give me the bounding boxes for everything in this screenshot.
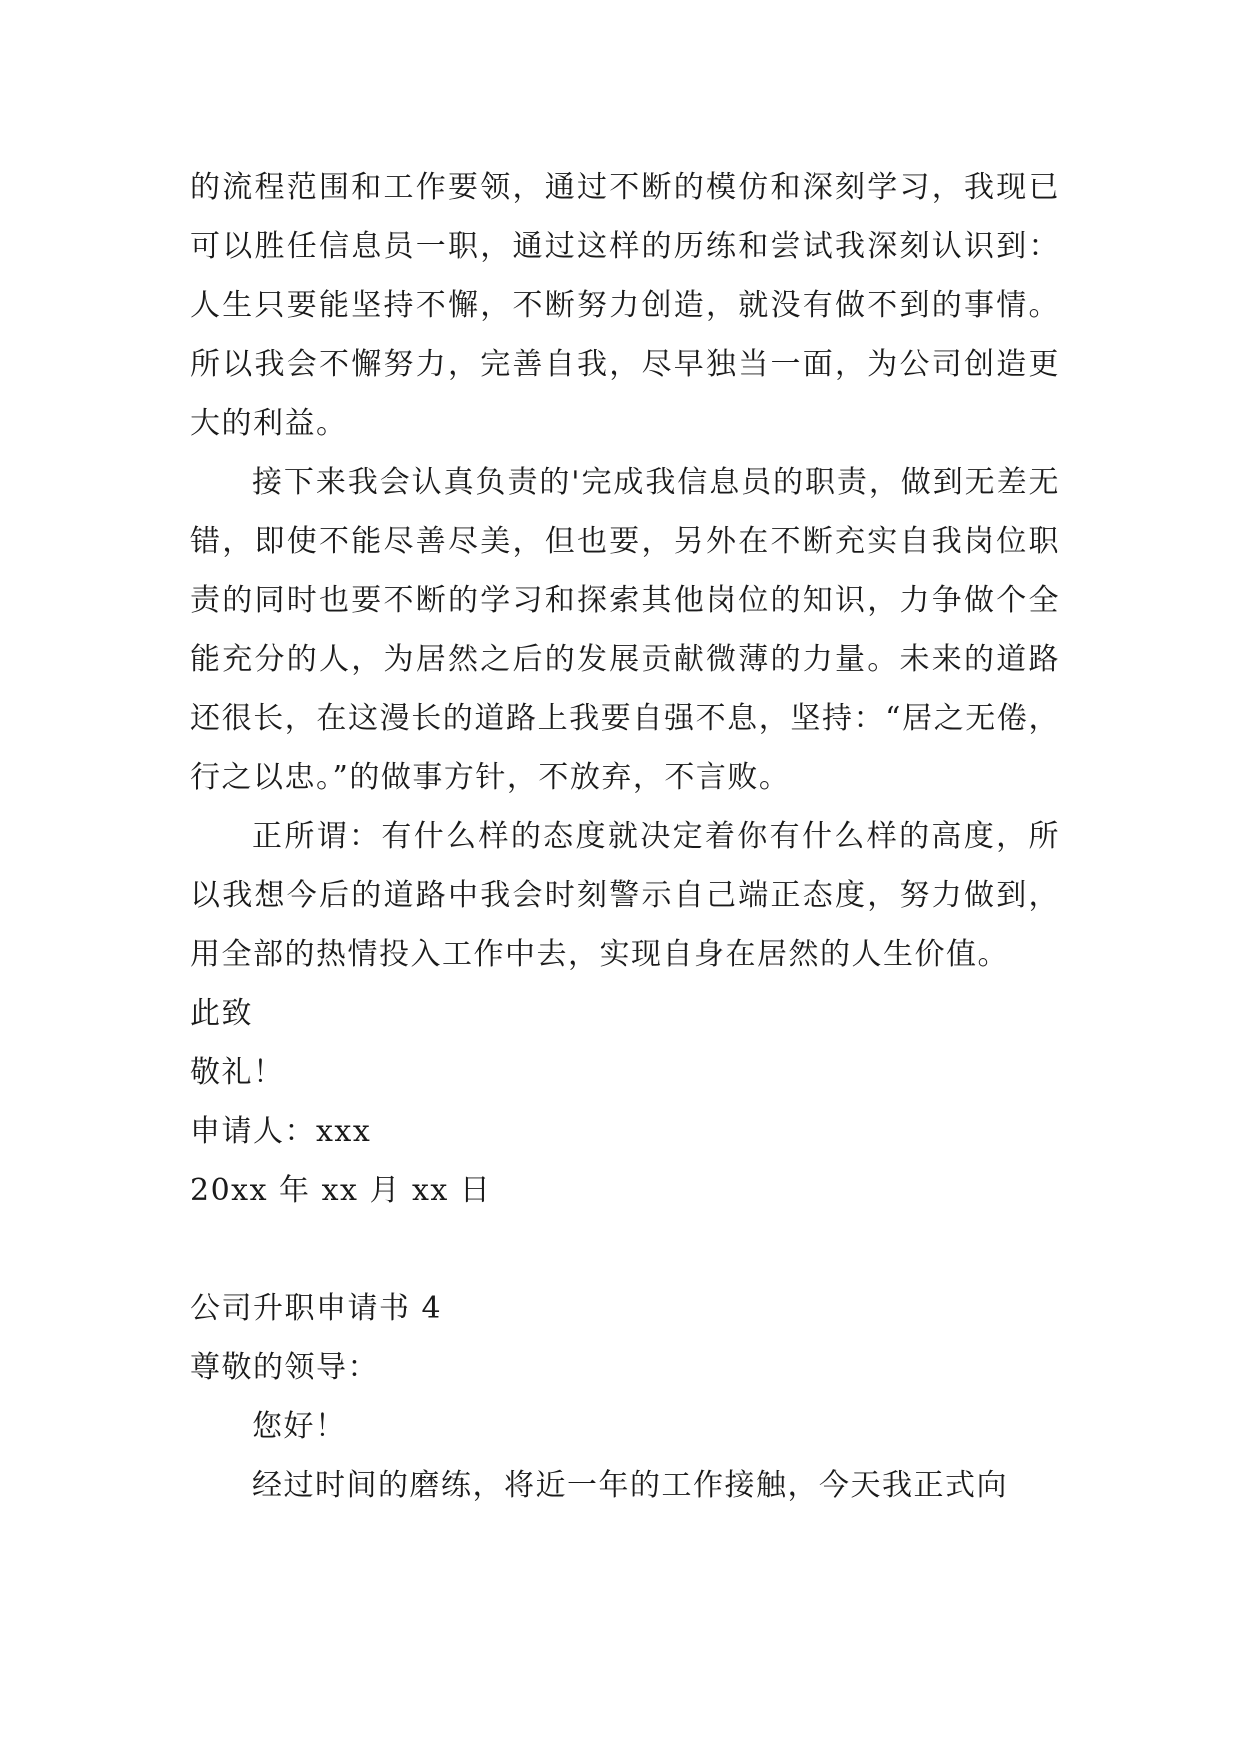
document-body (190, 158, 1060, 1515)
closing-respect: 敬礼！ (190, 1055, 285, 1090)
applicant-line: 申请人：xxx (190, 1114, 372, 1149)
closing-salutation: 此致 (190, 996, 253, 1031)
paragraph-duties: 接下来我会认真负责的'完成我信息员的职责，做到无差无错，即使不能尽善尽美，但也要，另外在不断充实自我岗位职责的同时也要不断的学习和探索其他岗位的知识，力争做个全能充分的人，为居然之后的发展贡献微薄的力量。未来的道路还很长，在这漫长的道路上我要自强不息，坚持：“居之无倦，行之以忠。”的做事方针，不放弃，不言败。 (190, 465, 1060, 795)
date-line: 20xx 年 xx 月 xx 日 (190, 1173, 492, 1208)
section-title: 公司升职申请书 4 (190, 1291, 443, 1326)
letter-hello: 您好！ (252, 1409, 347, 1444)
letter-opening: 经过时间的磨练，将近一年的工作接触，今天我正式向 (252, 1468, 1008, 1503)
letter-greeting: 尊敬的领导： (190, 1350, 379, 1385)
paragraph-attitude: 正所谓：有什么样的态度就决定着你有什么样的高度，所以我想今后的道路中我会时刻警示自己端正态度，努力做到，用全部的热情投入工作中去，实现自身在居然的人生价值。 (190, 819, 1060, 972)
section-spacer (190, 1220, 1060, 1279)
paragraph-continuation: 的流程范围和工作要领，通过不断的模仿和深刻学习，我现已可以胜任信息员一职，通过这样的历练和尝试我深刻认识到：人生只要能坚持不懈，不断努力创造，就没有做不到的事情。所以我会不懈努力，完善自我，尽早独当一面，为公司创造更大的利益。 (190, 170, 1060, 441)
